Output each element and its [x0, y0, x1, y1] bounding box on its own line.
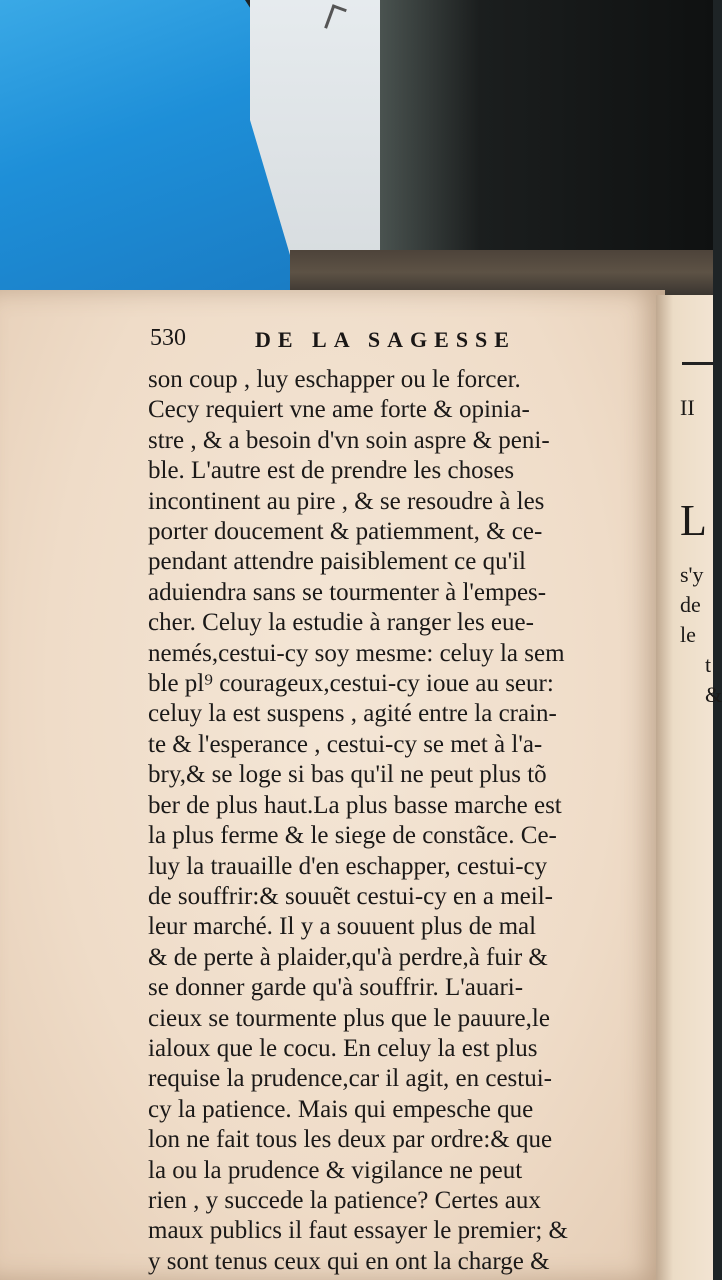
facing-page-fragment: &	[705, 682, 722, 707]
text-line: maux publics il faut essayer le premier; &	[148, 1217, 569, 1245]
text-line: ble pl⁹ courageux,cestui-cy ioue au seur:	[148, 670, 554, 698]
text-line: celuy la est suspens , agité entre la crain-	[148, 700, 557, 728]
running-title: DE LA SAGESSE	[255, 327, 516, 352]
text-line: ber de plus haut.La plus basse marche est	[148, 791, 562, 819]
text-line: rien , y succede la patience? Certes aux	[148, 1186, 541, 1214]
text-line: lon ne fait tous les deux par ordre:& que	[148, 1126, 553, 1154]
dark-background	[380, 0, 713, 255]
facing-page-fragment: de	[680, 592, 701, 617]
facing-page-fragment: s'y	[680, 562, 704, 587]
text-line: ialoux que le cocu. En celuy la est plus	[148, 1034, 538, 1062]
book-cover-edge	[290, 250, 713, 295]
facing-page-fragment: II	[680, 395, 695, 420]
text-line: la ou la prudence & vigilance ne peut	[148, 1156, 523, 1184]
text-line: bry,& se loge si bas qu'il ne peut plus tõ	[148, 761, 547, 789]
text-line: cieux se tourmente plus que le pauure,le	[148, 1004, 550, 1032]
text-line: leur marché. Il y a souuent plus de mal	[148, 913, 537, 941]
text-line: stre , & a besoin d'vn soin aspre & peni-	[148, 426, 550, 454]
book-page-right	[656, 295, 713, 1280]
text-line: requise la prudence,car il agit, en cestui-	[148, 1065, 552, 1093]
page-number: 530	[150, 325, 186, 351]
text-line: son coup , luy eschapper ou le forcer.	[148, 366, 521, 393]
text-line: pendant attendre paisiblement ce qu'il	[148, 548, 526, 576]
text-line: aduiendra sans se tourmenter à l'empes-	[148, 578, 547, 606]
page-body-text	[148, 365, 648, 1277]
text-line: luy la trauaille d'en eschapper, cestui-cy	[148, 852, 548, 880]
text-line: te & l'esperance , cestui-cy se met à l'a-	[148, 730, 543, 758]
text-line: porter doucement & patiemment, & ce-	[148, 518, 543, 546]
text-line: cher. Celuy la estudie à ranger les eue-	[148, 609, 534, 637]
text-line: de souffrir:& souuẽt cestui-cy en a meil-	[148, 882, 553, 910]
facing-page-initial: L	[680, 496, 707, 545]
text-line: cy la patience. Mais qui empesche que	[148, 1095, 534, 1123]
text-line: la plus ferme & le siege de constãce. Ce-	[148, 822, 557, 850]
facing-page-fragment: t	[705, 652, 712, 677]
text-line: y sont tenus ceux qui en ont la charge &	[148, 1247, 550, 1275]
text-line: incontinent au pire , & se resoudre à les	[148, 487, 545, 515]
facing-page-fragment: le	[680, 622, 696, 647]
text-line: nemés,cestui-cy soy mesme: celuy la sem	[148, 639, 565, 667]
text-line: se donner garde qu'à souffrir. L'auari-	[148, 974, 524, 1002]
text-line: & de perte à plaider,qu'à perdre,à fuir &	[148, 943, 548, 971]
facing-page-rule	[682, 362, 713, 365]
text-line: ble. L'autre est de prendre les choses	[148, 457, 515, 485]
text-line: Cecy requiert vne ame forte & opinia-	[148, 396, 530, 424]
